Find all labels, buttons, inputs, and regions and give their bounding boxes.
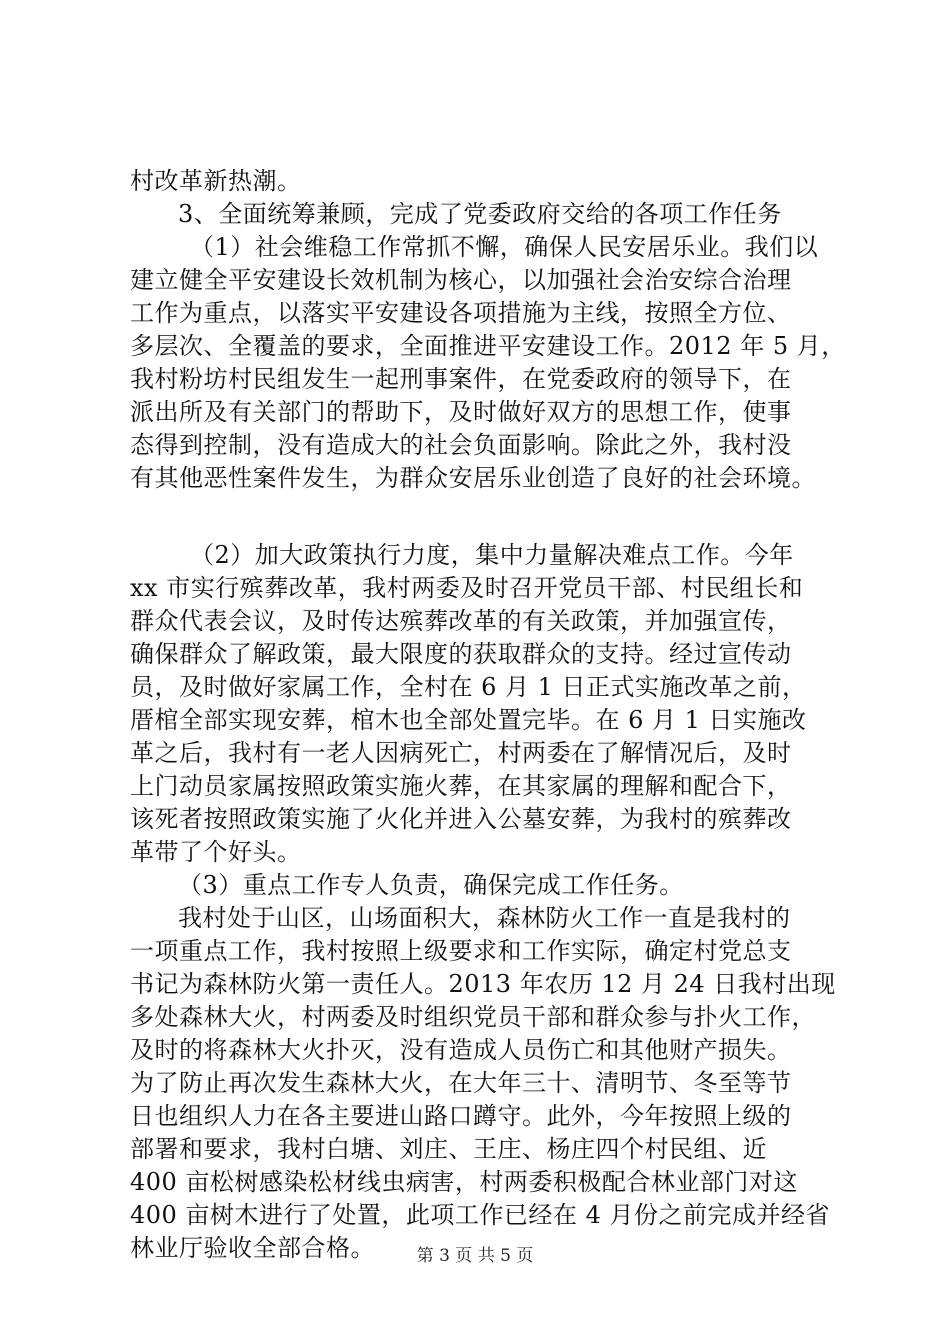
text-line: 多处森林大火，村两委及时组织党员干部和群众参与扑火工作， bbox=[130, 1003, 816, 1031]
paragraph-gap bbox=[130, 495, 850, 539]
text-line: 部署和要求，我村白塘、刘庄、王庄、杨庄四个村民组、近 bbox=[130, 1135, 767, 1163]
text-line: 群众代表会议，及时传达殡葬改革的有关政策，并加强宣传， bbox=[130, 607, 792, 635]
text-line: 400 亩松树感染松材线虫病害，村两委积极配合林业部门对这 bbox=[130, 1168, 798, 1196]
section-heading: 3、全面统筹兼顾，完成了党委政府交给的各项工作任务 bbox=[178, 200, 782, 228]
text-line: 该死者按照政策实施了火化并进入公墓安葬，为我村的殡葬改 bbox=[130, 805, 792, 833]
text-line: 一项重点工作，我村按照上级要求和工作实际，确定村党总支 bbox=[130, 937, 792, 965]
text-line: 多层次、全覆盖的要求，全面推进平安建设工作。2012 年 5 月， bbox=[130, 332, 846, 360]
text-line: 革带了个好头。 bbox=[130, 838, 302, 866]
document-body bbox=[130, 165, 850, 1265]
text-line: 厝棺全部实现安葬，棺木也全部处置完毕。在 6 月 1 日实施改 bbox=[130, 706, 807, 734]
text-line: 有其他恶性案件发生，为群众安居乐业创造了良好的社会环境。 bbox=[130, 464, 816, 492]
text-line: 革之后，我村有一老人因病死亡，村两委在了解情况后，及时 bbox=[130, 739, 792, 767]
text-line: 确保群众了解政策，最大限度的获取群众的支持。经过宣传动 bbox=[130, 640, 792, 668]
text-line: 村改革新热潮。 bbox=[130, 167, 302, 195]
text-line: xx 市实行殡葬改革，我村两委及时召开党员干部、村民组长和 bbox=[130, 574, 804, 602]
page-footer: 第 3 页 共 5 页 bbox=[416, 1246, 534, 1266]
text-line: 员，及时做好家属工作，全村在 6 月 1 日正式实施改革之前， bbox=[130, 673, 807, 701]
paragraph-first-line: （1）社会维稳工作常抓不懈，确保人民安居乐业。我们以 bbox=[190, 233, 819, 261]
text-line: 400 亩树木进行了处置，此项工作已经在 4 月份之前完成并经省 bbox=[130, 1201, 830, 1229]
text-line: 日也组织人力在各主要进山路口蹲守。此外，今年按照上级的 bbox=[130, 1102, 792, 1130]
text-line: 书记为森林防火第一责任人。2013 年农历 12 月 24 日我村出现 bbox=[130, 970, 836, 998]
text-line: 建立健全平安建设长效机制为核心，以加强社会治安综合治理 bbox=[130, 266, 792, 294]
text-line: 及时的将森林大火扑灭，没有造成人员伤亡和其他财产损失。 bbox=[130, 1036, 792, 1064]
text-line: 上门动员家属按照政策实施火葬，在其家属的理解和配合下， bbox=[130, 772, 792, 800]
text-line: 态得到控制，没有造成大的社会负面影响。除此之外，我村没 bbox=[130, 431, 792, 459]
section-heading: （3）重点工作专人负责，确保完成工作任务。 bbox=[178, 871, 684, 899]
paragraph-first-line: 我村处于山区，山场面积大，森林防火工作一直是我村的 bbox=[178, 904, 791, 932]
paragraph-first-line: （2）加大政策执行力度，集中力量解决难点工作。今年 bbox=[190, 541, 794, 569]
text-line: 林业厅验收全部合格。 bbox=[130, 1234, 375, 1262]
text-line: 工作为重点，以落实平安建设各项措施为主线，按照全方位、 bbox=[130, 299, 792, 327]
text-line: 为了防止再次发生森林大火，在大年三十、清明节、冬至等节 bbox=[130, 1069, 792, 1097]
text-line: 我村粉坊村民组发生一起刑事案件，在党委政府的领导下，在 bbox=[130, 365, 792, 393]
text-line: 派出所及有关部门的帮助下，及时做好双方的思想工作，使事 bbox=[130, 398, 792, 426]
